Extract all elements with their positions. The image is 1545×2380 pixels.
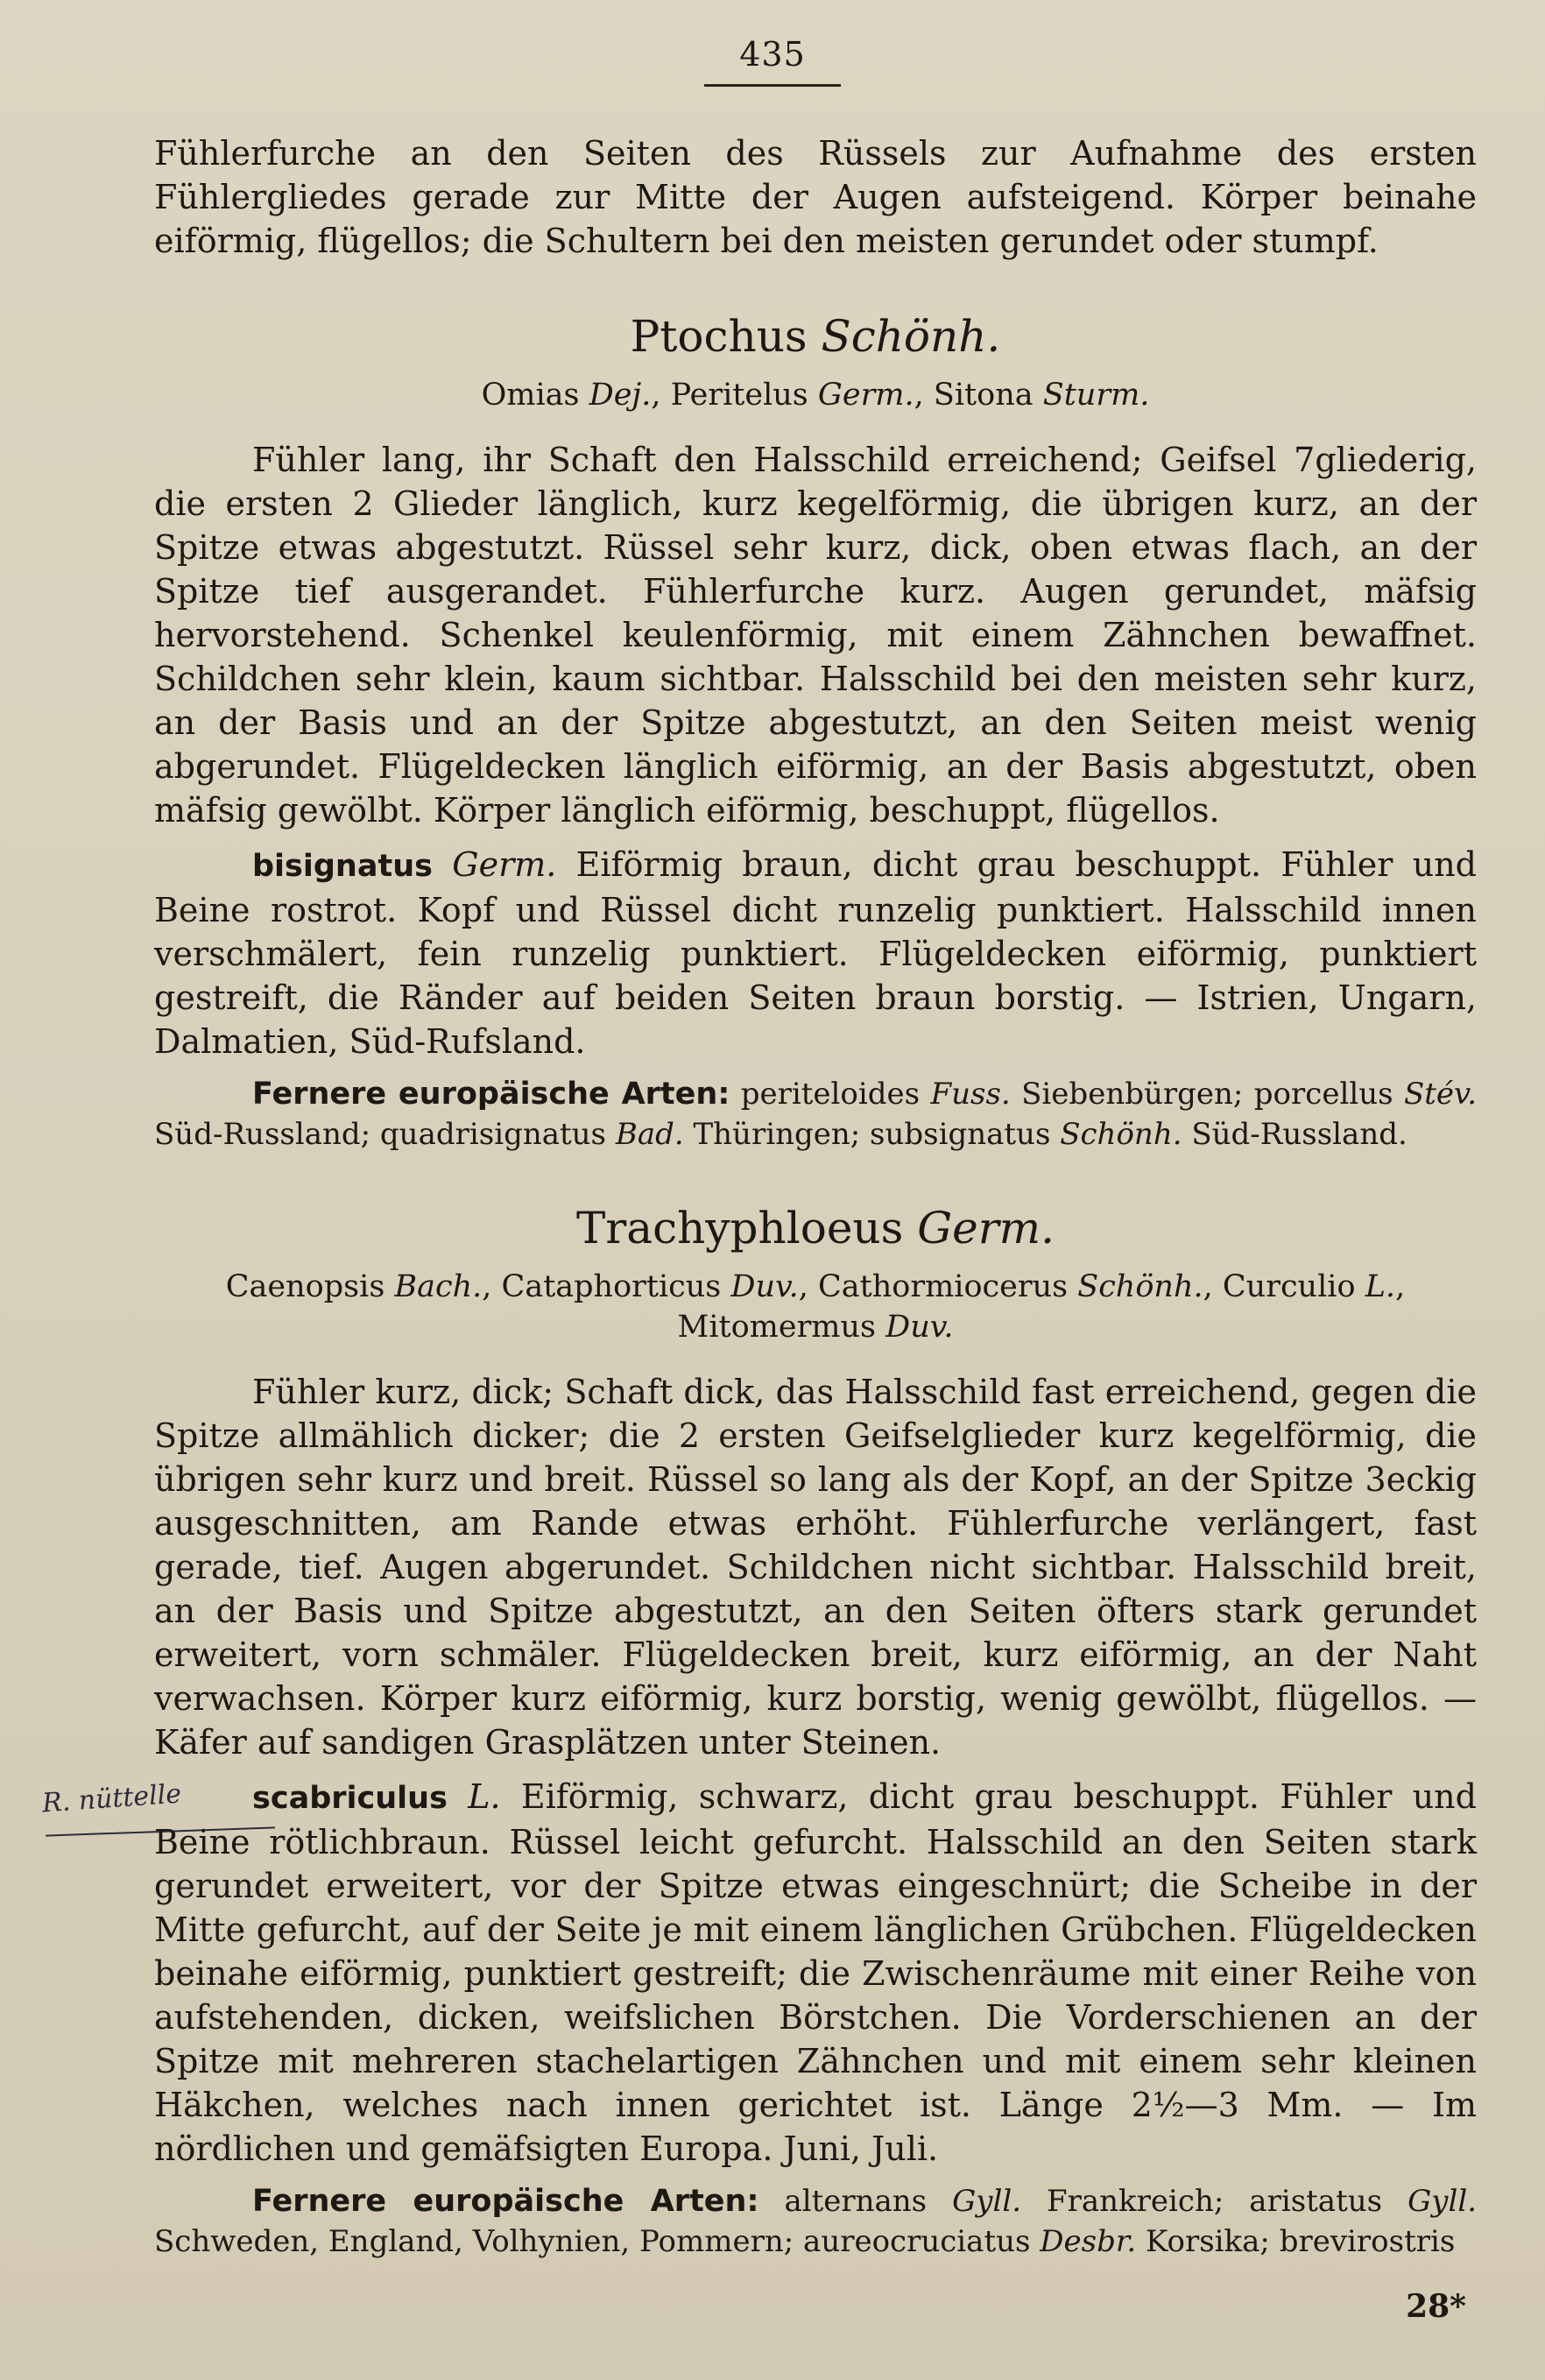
- page-header: [0, 35, 1545, 87]
- species-ref-locality: Frankreich;: [1047, 2184, 1224, 2219]
- handwritten-annotation: R. nüttelle: [40, 1778, 183, 1819]
- synonym-author: Duv.: [730, 1269, 799, 1304]
- synonym: Cataphorticus: [501, 1269, 722, 1304]
- species-text: Eiförmig braun, dicht grau beschuppt. Fühler und Beine rostrot. Kopf und Rüssel dicht runzelig punktiert. Halsschild innen verschmälert, fein runzelig punktiert. Flügeldecken eiförmig, punktiert gestreift, die Ränder auf beiden Seiten braun borstig. — Istrien, Ungarn, Dalmatien, Süd-Rufsland.: [154, 845, 1477, 1061]
- genus-author: Germ.: [917, 1203, 1055, 1254]
- species-name: scabriculus: [252, 1781, 448, 1816]
- synonym-author: Duv.: [885, 1310, 954, 1345]
- intro-paragraph: Fühlerfurche an den Seiten des Rüssels zur Aufnahme des ersten Fühlergliedes gerade zur Mitte der Augen aufsteigend. Körper beinahe eiförmig, flügellos; die Schultern bei den meisten gerundet oder stumpf.: [154, 134, 1477, 260]
- synonym: Cathormiocerus: [818, 1269, 1069, 1304]
- synonym-author: Sturm.: [1042, 378, 1150, 413]
- species-ref: periteloides: [740, 1077, 921, 1112]
- synonym-author: Bach.: [394, 1269, 483, 1304]
- page-number: 435: [704, 35, 841, 87]
- species-ref: quadrisignatus: [379, 1117, 607, 1152]
- species-ref-author: Gyll.: [1407, 2184, 1478, 2219]
- species-ref-author: Fuss.: [930, 1077, 1011, 1112]
- species-ref: aureocruciatus: [803, 2224, 1031, 2259]
- genus-author: Schönh.: [821, 311, 1001, 362]
- synonym-author: L.: [1365, 1269, 1396, 1304]
- species-ref-author: Desbr.: [1040, 2224, 1137, 2259]
- species-ref-locality: Korsika;: [1146, 2224, 1270, 2259]
- species-ref: porcellus: [1253, 1077, 1393, 1112]
- species-ref-locality: Süd-Russland.: [1191, 1117, 1407, 1152]
- genus-heading-ptochus: [154, 310, 1477, 363]
- species-ref: aristatus: [1249, 2184, 1383, 2219]
- genus-description-trachyphloeus: Fühler kurz, dick; Schaft dick, das Halsschild fast erreichend, gegen die Spitze allmählich dicker; die 2 ersten Geifselglieder kurz kegelförmig, die übrigen sehr kurz und breit. Rüssel so lang als der Kopf, an der Spitze 3eckig ausgeschnitten, am Rande etwas erhöht. Fühlerfurche verlängert, fast gerade, tief. Augen abgerundet. Schildchen nicht sichtbar. Halsschild breit, an der Basis und Spitze abgestutzt, an den Seiten öfters stark gerundet erweitert, vorn schmäler. Flügeldecken breit, kurz eiförmig, an der Naht verwachsen. Körper kurz eiförmig, kurz borstig, wenig gewölbt, flügellos. — Käfer auf sandigen Grasplätzen unter Steinen.: [154, 1373, 1477, 1762]
- other-species-label: Fernere europäische Arten:: [252, 1077, 730, 1112]
- other-species-label: Fernere europäische Arten:: [252, 2184, 759, 2219]
- species-author: Germ.: [452, 845, 557, 884]
- genus-heading-trachyphloeus: [154, 1202, 1477, 1254]
- species-entry-scabriculus: [154, 1775, 1477, 2171]
- synonym-author: Dej.: [589, 378, 652, 413]
- species-text: Eiförmig, schwarz, dicht grau beschuppt. Fühler und Beine rötlichbraun. Rüssel leicht gefurcht. Halsschild an den Seiten stark gerundet erweitert, vor der Spitze etwas eingeschnürt; die Scheibe in der Mitte gefurcht, auf der Seite je mit einem länglichen Grübchen. Flügeldecken beinahe eiförmig, punktiert gestreift; die Zwischenräume mit einer Reihe von aufstehenden, dicken, weifslichen Börstchen. Die Vorderschienen an der Spitze mit mehreren stachelartigen Zähnchen und mit einem sehr kleinen Häkchen, welches nach innen gerichtet ist. Länge 2½—3 Mm. — Im nördlichen und gemäfsigten Europa. Juni, Juli.: [154, 1777, 1477, 2168]
- synonym-author: Germ.: [817, 378, 914, 413]
- genus-description-ptochus: Fühler lang, ihr Schaft den Halsschild erreichend; Geifsel 7gliederig, die ersten 2 Glieder länglich, kurz kegelförmig, die übrigen kurz, an der Spitze etwas abgestutzt. Rüssel sehr kurz, dick, oben etwas flach, an der Spitze tief ausgerandet. Fühlerfurche kurz. Augen gerundet, mäfsig hervorstehend. Schenkel keulenförmig, mit einem Zähnchen bewaffnet. Schildchen sehr klein, kaum sichtbar. Halsschild bei den meisten sehr kurz, an der Basis und an der Spitze abgestutzt, an den Seiten meist wenig abgerundet. Flügeldecken länglich eiförmig, an der Basis abgestutzt, oben mäfsig gewölbt. Körper länglich eiförmig, beschuppt, flügellos.: [154, 441, 1477, 830]
- other-species-ptochus: [154, 1074, 1477, 1155]
- genus-name: Ptochus: [630, 311, 808, 362]
- genus-name: Trachyphloeus: [576, 1203, 904, 1254]
- species-ref: alternans: [784, 2184, 928, 2219]
- synonym-author: Schönh.: [1077, 1269, 1203, 1304]
- species-name: bisignatus: [252, 849, 433, 884]
- synonym: Mitomermus: [677, 1310, 876, 1345]
- synonym-line-trachyphloeus: Caenopsis Bach., Cataphorticus Duv., Cathormiocerus Schönh., Curculio L., Mitomermus Duv.: [225, 1269, 1406, 1345]
- synonym: Peritelus: [670, 378, 808, 413]
- synonym-line-ptochus: Omias Dej., Peritelus Germ., Sitona Sturm.: [481, 378, 1150, 413]
- synonym: Curculio: [1222, 1269, 1356, 1304]
- species-entry-bisignatus: [154, 843, 1477, 1063]
- species-ref: brevirostris: [1279, 2224, 1456, 2259]
- species-ref-locality: Süd-Russland;: [154, 1117, 371, 1152]
- species-author: L.: [468, 1777, 501, 1816]
- species-ref-locality: Siebenbürgen;: [1021, 1077, 1244, 1112]
- species-ref-locality: Schweden, England, Volhynien, Pommern;: [154, 2224, 794, 2259]
- species-ref-author: Gyll.: [952, 2184, 1022, 2219]
- page-body: [154, 131, 1477, 2262]
- synonym: Sitona: [933, 378, 1034, 413]
- species-ref-author: Schönh.: [1060, 1117, 1182, 1152]
- other-species-trachyphloeus: [154, 2181, 1477, 2262]
- signature-mark: 28*: [1406, 2288, 1466, 2325]
- species-ref: subsignatus: [870, 1117, 1051, 1152]
- synonym: Omias: [481, 378, 580, 413]
- species-ref-author: Stév.: [1403, 1077, 1478, 1112]
- synonym: Caenopsis: [225, 1269, 385, 1304]
- species-ref-author: Bad.: [615, 1117, 684, 1152]
- species-ref-locality: Thüringen;: [693, 1117, 861, 1152]
